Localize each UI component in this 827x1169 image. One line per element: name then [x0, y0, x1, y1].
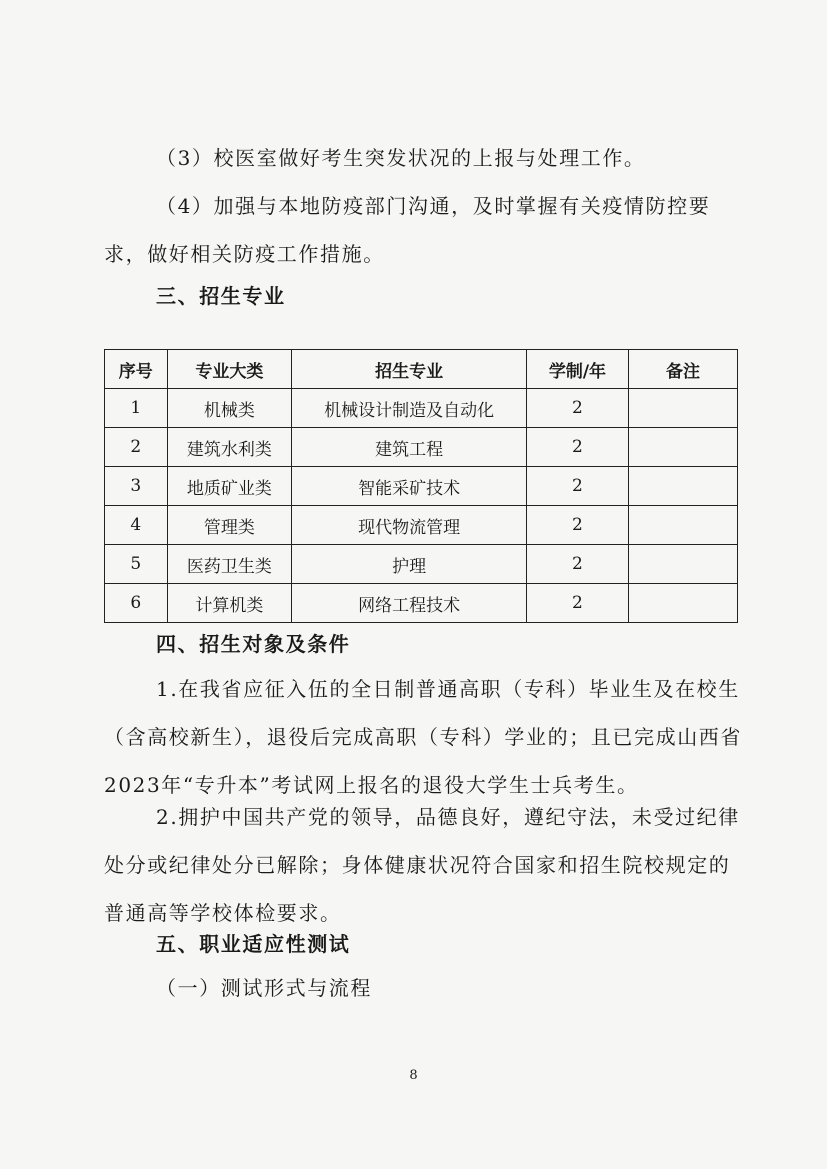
- cell-remarks: [629, 467, 738, 506]
- cell-major: 护理: [292, 545, 527, 584]
- cell-category: 医药卫生类: [167, 545, 292, 584]
- cell-remarks: [629, 545, 738, 584]
- cell-major: 智能采矿技术: [292, 467, 527, 506]
- cell-duration: 2: [526, 389, 628, 428]
- section-heading-5: 五、职业适应性测试: [156, 932, 351, 956]
- cell-category: 机械类: [167, 389, 292, 428]
- cell-major: 机械设计制造及自动化: [292, 389, 527, 428]
- cell-category: 计算机类: [167, 584, 292, 623]
- cell-major: 现代物流管理: [292, 506, 527, 545]
- cell-remarks: [629, 584, 738, 623]
- cell-duration: 2: [526, 545, 628, 584]
- table-row: [105, 467, 738, 506]
- paragraph-item-4: （4）加强与本地防疫部门沟通，及时掌握有关疫情防控要求，做好相关防疫工作措施。: [104, 194, 711, 266]
- table-row: [105, 428, 738, 467]
- section-heading-4: 四、招生对象及条件: [156, 632, 351, 656]
- cell-category: 建筑水利类: [167, 428, 292, 467]
- header-category: 专业大类: [167, 350, 292, 389]
- cell-major: 建筑工程: [292, 428, 527, 467]
- header-index: 序号: [105, 350, 168, 389]
- table-row: [105, 506, 738, 545]
- cell-duration: 2: [526, 467, 628, 506]
- table-header-row: [105, 350, 738, 389]
- cell-remarks: [629, 389, 738, 428]
- header-remarks: 备注: [629, 350, 738, 389]
- header-major: 招生专业: [292, 350, 527, 389]
- cell-category: 地质矿业类: [167, 467, 292, 506]
- section-heading-3: 三、招生专业: [156, 284, 286, 308]
- cell-remarks: [629, 506, 738, 545]
- cell-index: 6: [105, 584, 168, 623]
- cell-index: 2: [105, 428, 168, 467]
- cell-category: 管理类: [167, 506, 292, 545]
- cell-duration: 2: [526, 506, 628, 545]
- table-row: [105, 389, 738, 428]
- table-row: [105, 545, 738, 584]
- cell-duration: 2: [526, 584, 628, 623]
- cell-index: 4: [105, 506, 168, 545]
- subsection-heading-5-1: （一）测试形式与流程: [156, 976, 372, 1000]
- paragraph-item-3: （3）校医室做好考生突发状况的上报与处理工作。: [156, 146, 646, 170]
- page-number: 8: [409, 1068, 418, 1083]
- cell-duration: 2: [526, 428, 628, 467]
- header-duration: 学制/年: [526, 350, 628, 389]
- cell-index: 3: [105, 467, 168, 506]
- cell-remarks: [629, 428, 738, 467]
- cell-index: 5: [105, 545, 168, 584]
- condition-item-1: 1.在我省应征入伍的全日制普通高职（专科）毕业生及在校生（含高校新生），退役后完成高职（专科）学业的；且已完成山西省2023年“专升本”考试网上报名的退役大学生士兵考生。: [104, 677, 742, 797]
- cell-index: 1: [105, 389, 168, 428]
- cell-major: 网络工程技术: [292, 584, 527, 623]
- majors-table: [104, 349, 738, 623]
- table-row: [105, 584, 738, 623]
- condition-item-2: 2.拥护中国共产党的领导，品德良好，遵纪守法，未受过纪律处分或纪律处分已解除；身体健康状况符合国家和招生院校规定的普通高等学校体检要求。: [104, 805, 740, 925]
